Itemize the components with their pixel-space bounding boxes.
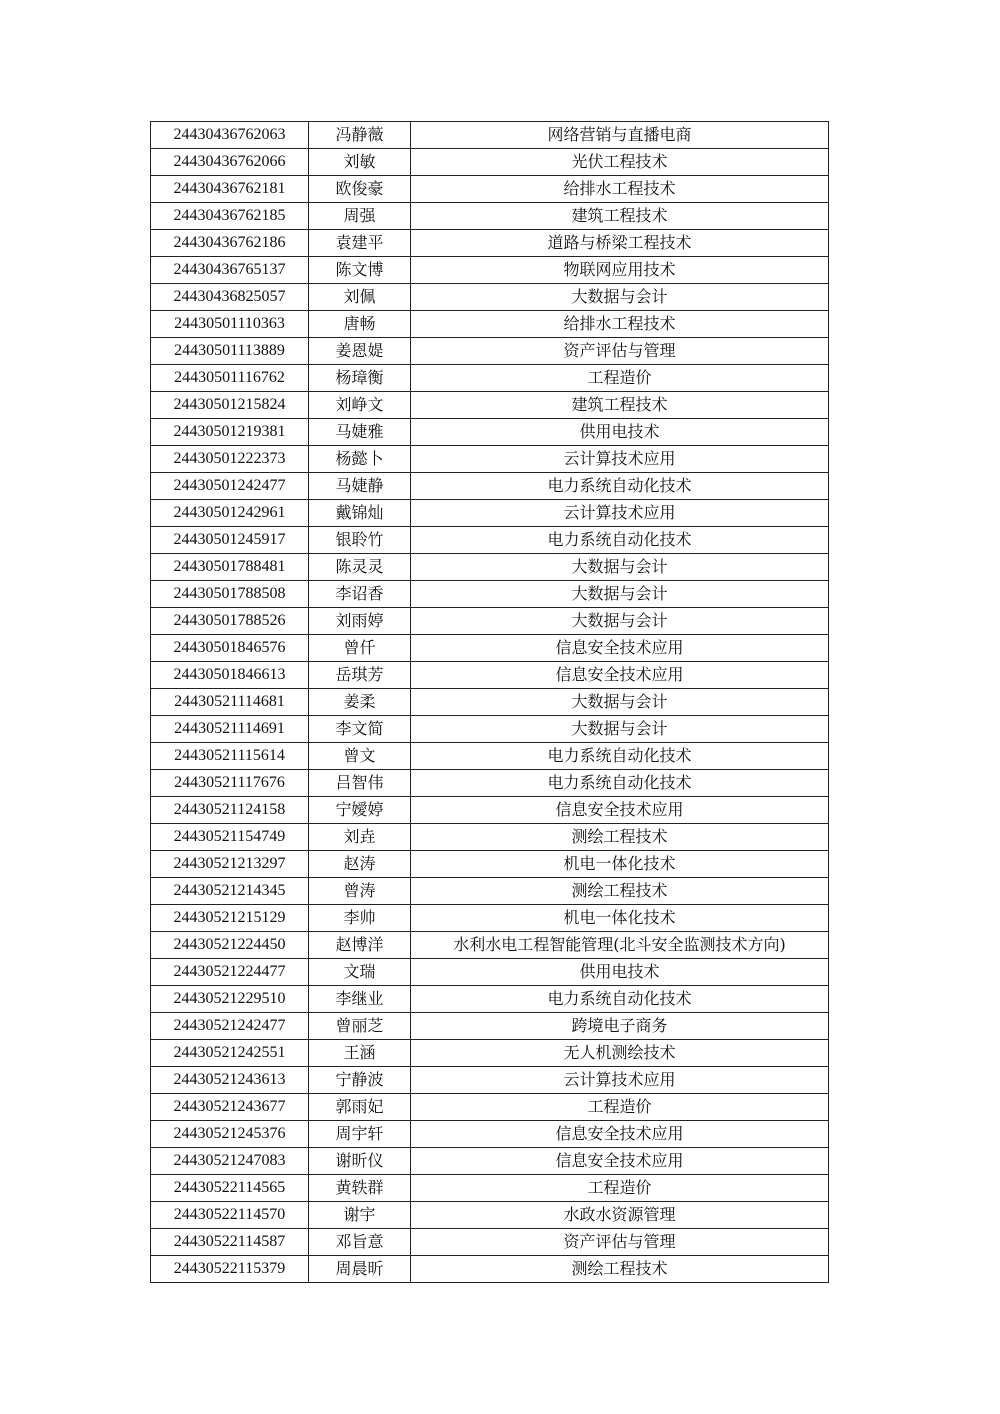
student-name-cell: 黄轶群: [309, 1175, 411, 1202]
student-name-cell: 谢昕仪: [309, 1148, 411, 1175]
student-name-cell: 李文简: [309, 716, 411, 743]
student-major-cell: 工程造价: [411, 1094, 829, 1121]
student-id-cell: 24430521242477: [151, 1013, 309, 1040]
student-name-cell: 姜柔: [309, 689, 411, 716]
table-row: [151, 1121, 829, 1148]
student-major-cell: 电力系统自动化技术: [411, 527, 829, 554]
student-id-cell: 24430436765137: [151, 257, 309, 284]
student-major-cell: 信息安全技术应用: [411, 635, 829, 662]
student-id-cell: 24430436762066: [151, 149, 309, 176]
student-major-cell: 测绘工程技术: [411, 1256, 829, 1283]
student-id-cell: 24430521247083: [151, 1148, 309, 1175]
table-row: [151, 500, 829, 527]
table-row: [151, 1175, 829, 1202]
student-name-cell: 李继业: [309, 986, 411, 1013]
student-name-cell: 姜恩媞: [309, 338, 411, 365]
student-id-cell: 24430501116762: [151, 365, 309, 392]
student-major-cell: 资产评估与管理: [411, 1229, 829, 1256]
table-row: [151, 1013, 829, 1040]
student-major-cell: 电力系统自动化技术: [411, 770, 829, 797]
student-major-cell: 建筑工程技术: [411, 392, 829, 419]
student-id-cell: 24430501846576: [151, 635, 309, 662]
table-row: [151, 1094, 829, 1121]
student-id-cell: 24430521114681: [151, 689, 309, 716]
student-name-cell: 邓旨意: [309, 1229, 411, 1256]
student-major-cell: 信息安全技术应用: [411, 1121, 829, 1148]
table-row: [151, 419, 829, 446]
student-major-cell: 机电一体化技术: [411, 905, 829, 932]
table-row: [151, 743, 829, 770]
student-id-cell: 24430521114691: [151, 716, 309, 743]
table-row: [151, 284, 829, 311]
student-major-cell: 机电一体化技术: [411, 851, 829, 878]
student-major-cell: 资产评估与管理: [411, 338, 829, 365]
table-row: [151, 608, 829, 635]
student-name-cell: 周宇轩: [309, 1121, 411, 1148]
student-major-cell: 信息安全技术应用: [411, 662, 829, 689]
student-id-cell: 24430521124158: [151, 797, 309, 824]
table-row: [151, 662, 829, 689]
table-row: [151, 689, 829, 716]
student-name-cell: 赵博洋: [309, 932, 411, 959]
student-id-cell: 24430521224450: [151, 932, 309, 959]
student-name-cell: 李诏香: [309, 581, 411, 608]
student-id-cell: 24430501110363: [151, 311, 309, 338]
table-row: [151, 986, 829, 1013]
student-name-cell: 吕智伟: [309, 770, 411, 797]
student-name-cell: 冯静薇: [309, 122, 411, 149]
student-major-cell: 云计算技术应用: [411, 446, 829, 473]
student-id-cell: 24430436762185: [151, 203, 309, 230]
student-name-cell: 郭雨妃: [309, 1094, 411, 1121]
student-major-cell: 光伏工程技术: [411, 149, 829, 176]
student-id-cell: 24430521115614: [151, 743, 309, 770]
student-name-cell: 杨璋衡: [309, 365, 411, 392]
table-row: [151, 878, 829, 905]
student-major-cell: 信息安全技术应用: [411, 1148, 829, 1175]
student-major-cell: 供用电技术: [411, 959, 829, 986]
table-row: [151, 959, 829, 986]
student-id-cell: 24430521117676: [151, 770, 309, 797]
table-row: [151, 1067, 829, 1094]
table-row: [151, 338, 829, 365]
student-major-cell: 测绘工程技术: [411, 878, 829, 905]
student-major-cell: 跨境电子商务: [411, 1013, 829, 1040]
student-id-cell: 24430521242551: [151, 1040, 309, 1067]
student-id-cell: 24430501788526: [151, 608, 309, 635]
student-id-cell: 24430436825057: [151, 284, 309, 311]
student-name-cell: 曾涛: [309, 878, 411, 905]
student-name-cell: 刘垚: [309, 824, 411, 851]
student-name-cell: 曾仟: [309, 635, 411, 662]
table-row: [151, 1040, 829, 1067]
table-row: [151, 446, 829, 473]
student-name-cell: 曾文: [309, 743, 411, 770]
student-id-cell: 24430521224477: [151, 959, 309, 986]
table-row: [151, 554, 829, 581]
student-id-cell: 24430436762181: [151, 176, 309, 203]
student-major-cell: 工程造价: [411, 365, 829, 392]
student-major-cell: 大数据与会计: [411, 689, 829, 716]
table-row: [151, 527, 829, 554]
table-row: [151, 230, 829, 257]
table-row: [151, 824, 829, 851]
student-name-cell: 周晨昕: [309, 1256, 411, 1283]
student-name-cell: 周强: [309, 203, 411, 230]
table-row: [151, 1256, 829, 1283]
student-id-cell: 24430501242477: [151, 473, 309, 500]
student-major-cell: 网络营销与直播电商: [411, 122, 829, 149]
student-major-cell: 大数据与会计: [411, 581, 829, 608]
student-name-cell: 陈灵灵: [309, 554, 411, 581]
table-row: [151, 905, 829, 932]
student-id-cell: 24430501219381: [151, 419, 309, 446]
student-major-cell: 信息安全技术应用: [411, 797, 829, 824]
table-row: [151, 122, 829, 149]
student-major-cell: 大数据与会计: [411, 284, 829, 311]
student-id-cell: 24430522114587: [151, 1229, 309, 1256]
table-row: [151, 581, 829, 608]
student-major-cell: 无人机测绘技术: [411, 1040, 829, 1067]
student-major-cell: 大数据与会计: [411, 716, 829, 743]
student-major-cell: 道路与桥梁工程技术: [411, 230, 829, 257]
table-row: [151, 851, 829, 878]
student-major-cell: 大数据与会计: [411, 554, 829, 581]
student-name-cell: 欧俊豪: [309, 176, 411, 203]
student-name-cell: 谢宇: [309, 1202, 411, 1229]
student-name-cell: 宁嬡婷: [309, 797, 411, 824]
student-id-cell: 24430501245917: [151, 527, 309, 554]
table-row: [151, 473, 829, 500]
table-row: [151, 203, 829, 230]
student-id-cell: 24430521245376: [151, 1121, 309, 1148]
student-major-cell: 建筑工程技术: [411, 203, 829, 230]
table-row: [151, 635, 829, 662]
student-id-cell: 24430521243613: [151, 1067, 309, 1094]
student-id-cell: 24430501242961: [151, 500, 309, 527]
student-major-cell: 水利水电工程智能管理(北斗安全监测技术方向): [411, 932, 829, 959]
student-id-cell: 24430522114570: [151, 1202, 309, 1229]
student-id-cell: 24430522115379: [151, 1256, 309, 1283]
student-id-cell: 24430501215824: [151, 392, 309, 419]
student-id-cell: 24430521215129: [151, 905, 309, 932]
student-major-cell: 大数据与会计: [411, 608, 829, 635]
student-id-cell: 24430522114565: [151, 1175, 309, 1202]
student-name-cell: 唐畅: [309, 311, 411, 338]
student-name-cell: 岳琪芳: [309, 662, 411, 689]
student-major-cell: 供用电技术: [411, 419, 829, 446]
student-name-cell: 马婕静: [309, 473, 411, 500]
student-id-cell: 24430521154749: [151, 824, 309, 851]
student-major-cell: 水政水资源管理: [411, 1202, 829, 1229]
student-major-cell: 云计算技术应用: [411, 500, 829, 527]
table-row: [151, 1229, 829, 1256]
table-row: [151, 770, 829, 797]
student-id-cell: 24430436762063: [151, 122, 309, 149]
student-name-cell: 刘峥文: [309, 392, 411, 419]
student-name-cell: 文瑞: [309, 959, 411, 986]
student-name-cell: 刘敏: [309, 149, 411, 176]
student-id-cell: 24430501788508: [151, 581, 309, 608]
table-row: [151, 716, 829, 743]
student-id-cell: 24430521214345: [151, 878, 309, 905]
student-name-cell: 宁静波: [309, 1067, 411, 1094]
student-major-cell: 测绘工程技术: [411, 824, 829, 851]
table-row: [151, 149, 829, 176]
student-major-cell: 电力系统自动化技术: [411, 473, 829, 500]
student-major-cell: 电力系统自动化技术: [411, 743, 829, 770]
student-name-cell: 刘佩: [309, 284, 411, 311]
student-name-cell: 杨懿卜: [309, 446, 411, 473]
student-id-cell: 24430501113889: [151, 338, 309, 365]
student-name-cell: 赵涛: [309, 851, 411, 878]
student-id-cell: 24430501222373: [151, 446, 309, 473]
student-name-cell: 戴锦灿: [309, 500, 411, 527]
table-row: [151, 392, 829, 419]
student-id-cell: 24430521243677: [151, 1094, 309, 1121]
student-major-cell: 工程造价: [411, 1175, 829, 1202]
student-name-cell: 王涵: [309, 1040, 411, 1067]
student-major-cell: 电力系统自动化技术: [411, 986, 829, 1013]
student-id-cell: 24430521213297: [151, 851, 309, 878]
student-name-cell: 银聆竹: [309, 527, 411, 554]
student-id-cell: 24430436762186: [151, 230, 309, 257]
roster-body: [151, 122, 829, 1283]
table-row: [151, 932, 829, 959]
student-major-cell: 给排水工程技术: [411, 311, 829, 338]
student-name-cell: 曾丽芝: [309, 1013, 411, 1040]
student-name-cell: 刘雨婷: [309, 608, 411, 635]
table-row: [151, 311, 829, 338]
student-name-cell: 马婕雅: [309, 419, 411, 446]
student-name-cell: 陈文博: [309, 257, 411, 284]
student-major-cell: 物联网应用技术: [411, 257, 829, 284]
table-row: [151, 257, 829, 284]
student-major-cell: 给排水工程技术: [411, 176, 829, 203]
student-id-cell: 24430501846613: [151, 662, 309, 689]
student-roster-table: [150, 121, 829, 1283]
student-id-cell: 24430521229510: [151, 986, 309, 1013]
table-row: [151, 1202, 829, 1229]
table-row: [151, 1148, 829, 1175]
table-row: [151, 797, 829, 824]
student-name-cell: 袁建平: [309, 230, 411, 257]
student-id-cell: 24430501788481: [151, 554, 309, 581]
student-major-cell: 云计算技术应用: [411, 1067, 829, 1094]
table-row: [151, 176, 829, 203]
table-row: [151, 365, 829, 392]
student-name-cell: 李帅: [309, 905, 411, 932]
